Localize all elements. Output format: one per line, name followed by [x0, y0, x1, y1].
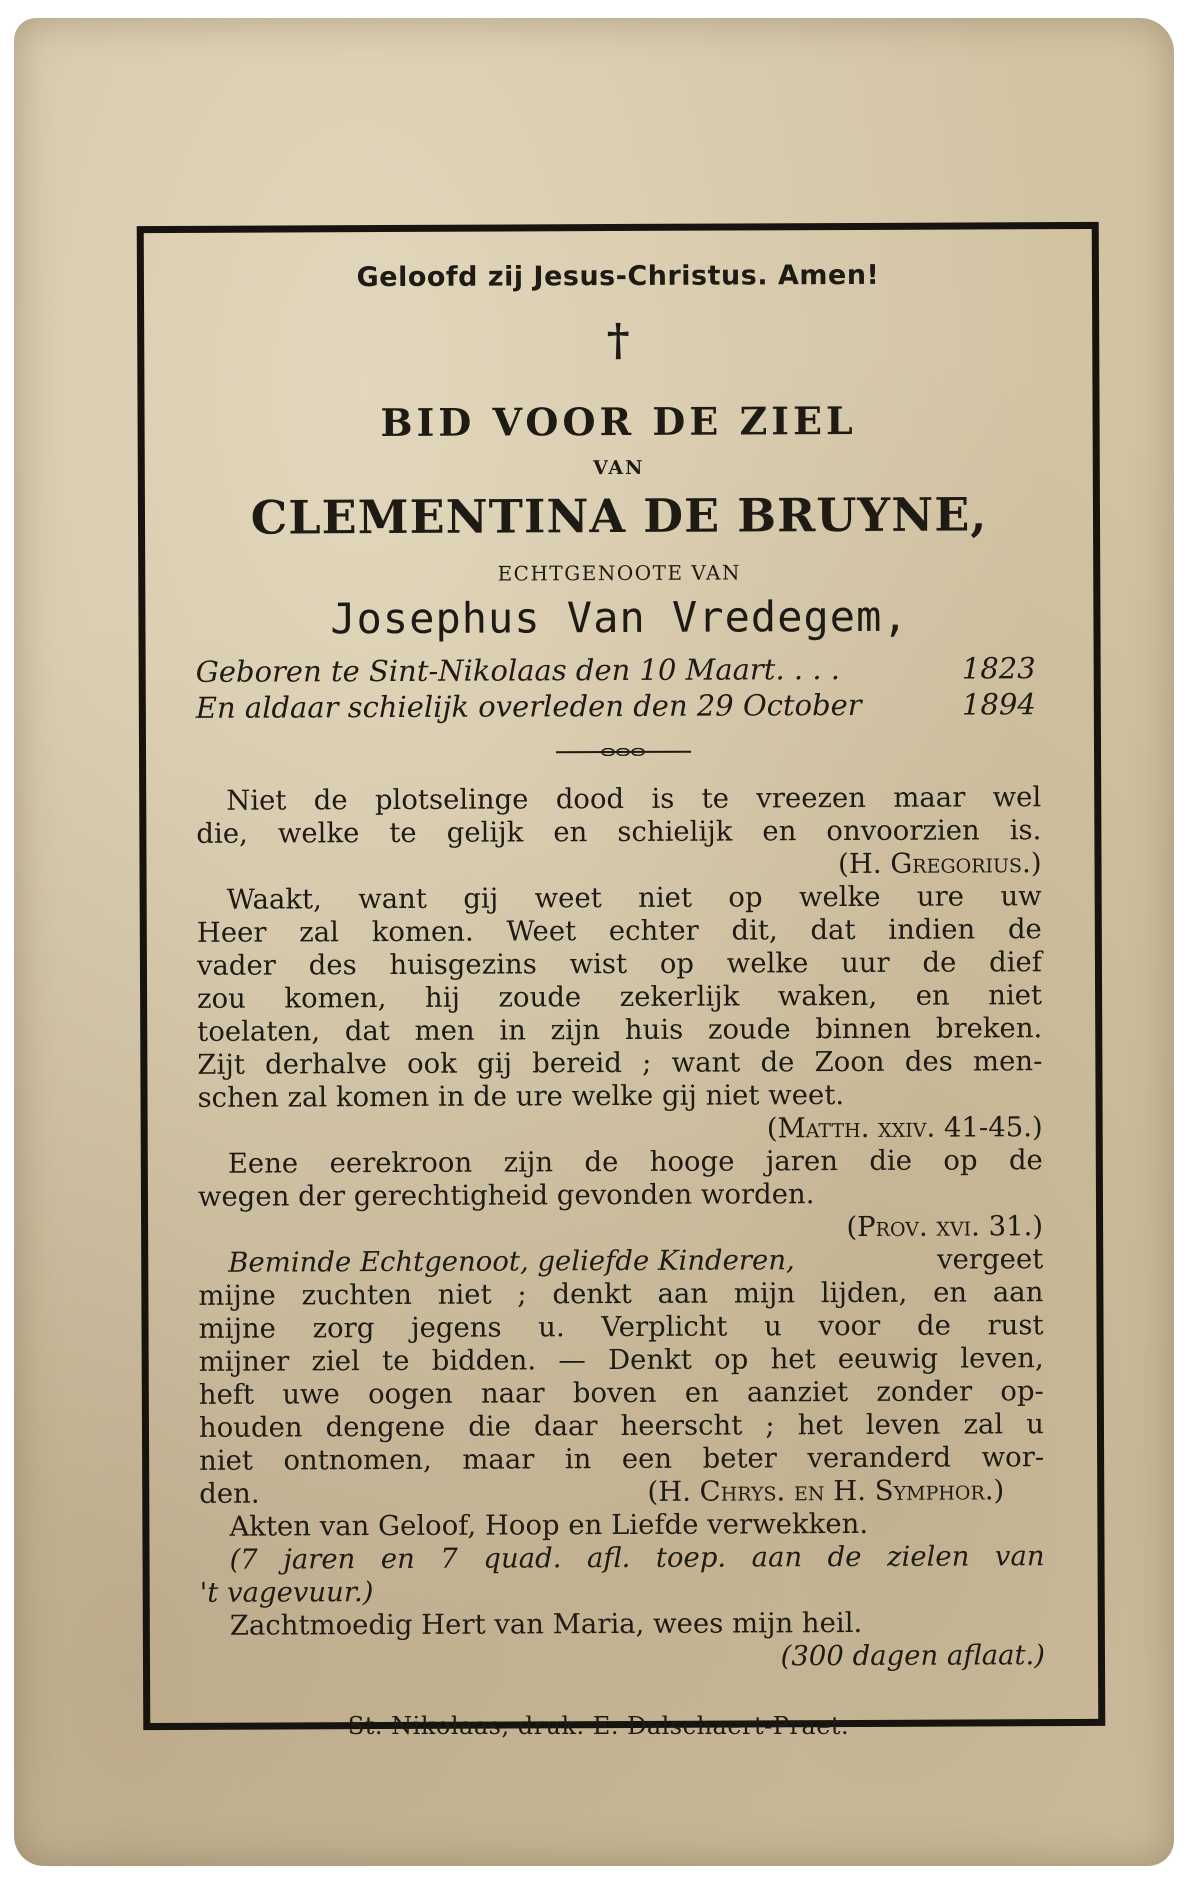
- ornament-divider-icon: [556, 748, 691, 757]
- death-year: 1894: [961, 687, 1036, 722]
- black-border-frame: [137, 222, 1106, 1730]
- body-line: heft uwe oogen naar boven en aanziet zonder op-: [198, 1375, 1044, 1411]
- death-text: En aldaar schielijk overleden den 29 October: [195, 687, 862, 725]
- body-line: Zijt derhalve ook gij bereid ; want de Zoon des men-: [197, 1045, 1043, 1081]
- title-bid-voor-de-ziel: BID VOOR DE ZIEL: [380, 397, 857, 446]
- heading: Geloofd zij Jesus-Christus. Amen!: [356, 259, 880, 294]
- citation: (H. Chrys. en H. Symphor.): [647, 1474, 1005, 1508]
- body-line: Akten van Geloof, Hoop en Liefde verwekken.: [229, 1507, 869, 1543]
- citation: (Prov. xvi. 31.): [846, 1210, 1044, 1244]
- birth-text: Geboren te Sint-Nikolaas den 10 Maart. . . .: [195, 652, 841, 689]
- citation: (H. Gregorius.): [838, 847, 1042, 881]
- body-line: [198, 1243, 1043, 1280]
- death-line: [196, 687, 1036, 725]
- body-line: toelaten, dat men in zijn huis zoude binnen breken.: [197, 1012, 1043, 1048]
- husband-name: Josephus Van Vredegem,: [330, 591, 909, 644]
- body-line: schen zal komen in de ure welke gij niet weet.: [197, 1079, 845, 1114]
- deceased-name: CLEMENTINA DE BRUYNE,: [250, 487, 988, 545]
- body-line: [199, 1474, 1044, 1511]
- body-line: vader des huisgezins wist op welke uur de dief: [196, 946, 1043, 982]
- address-verb: vergeet: [936, 1243, 1044, 1276]
- body-line: niet ontnomen, maar in een beter veranderd wor-: [199, 1441, 1045, 1477]
- body-line: mijner ziel te bidden. — Denkt op het eeuwig leven,: [198, 1342, 1044, 1378]
- body-line: houden dengene die daar heerscht ; het leven zal u: [198, 1408, 1045, 1444]
- citation: (Matth. xxiv. 41-45.): [766, 1111, 1043, 1145]
- body-word: den.: [199, 1477, 260, 1510]
- body-line: Waakt, want gij weet niet op welke ure uw: [226, 880, 1042, 916]
- body-line: wegen der gerechtigheid gevonden worden.: [197, 1178, 815, 1213]
- body-line: Niet de plotselinge dood is te vreezen maar wel: [226, 781, 1042, 817]
- van-label: VAN: [593, 456, 645, 480]
- memorial-card: [14, 18, 1174, 1866]
- body-line: mijne zuchten niet ; denkt aan mijn lijden, en aan: [198, 1276, 1044, 1312]
- body-line: Heer zal komen. Weet echter dit, dat indien de: [196, 913, 1042, 949]
- body-line: 't vagevuur.): [199, 1576, 374, 1609]
- body-line: die, welke te gelijk en schielijk en onvoorzien is.: [196, 814, 1042, 850]
- body-line: Eene eerekroon zijn de hooge jaren die op de: [227, 1144, 1043, 1180]
- body-line: zou komen, hij zoude zekerlijk waken, en niet: [197, 979, 1043, 1015]
- birth-line: [196, 651, 1036, 689]
- body-line: mijne zorg jegens u. Verplicht u voor de rust: [198, 1309, 1044, 1345]
- body-line: (7 jaren en 7 quad. afl. toep. aan de zielen van: [229, 1540, 1045, 1576]
- cross-icon: †: [606, 314, 630, 367]
- spouse-label: ECHTGENOOTE VAN: [497, 560, 741, 586]
- body-line: Zachtmoedig Hert van Maria, wees mijn heil.: [229, 1606, 863, 1642]
- birth-year: 1823: [961, 651, 1036, 686]
- printer-imprint: St. Nikolaas, druk. E. Dalschaert-Praet.: [347, 1712, 850, 1740]
- address-italic: Beminde Echtgenoot, geliefde Kinderen,: [228, 1244, 795, 1279]
- citation: (300 dagen aflaat.): [780, 1639, 1046, 1673]
